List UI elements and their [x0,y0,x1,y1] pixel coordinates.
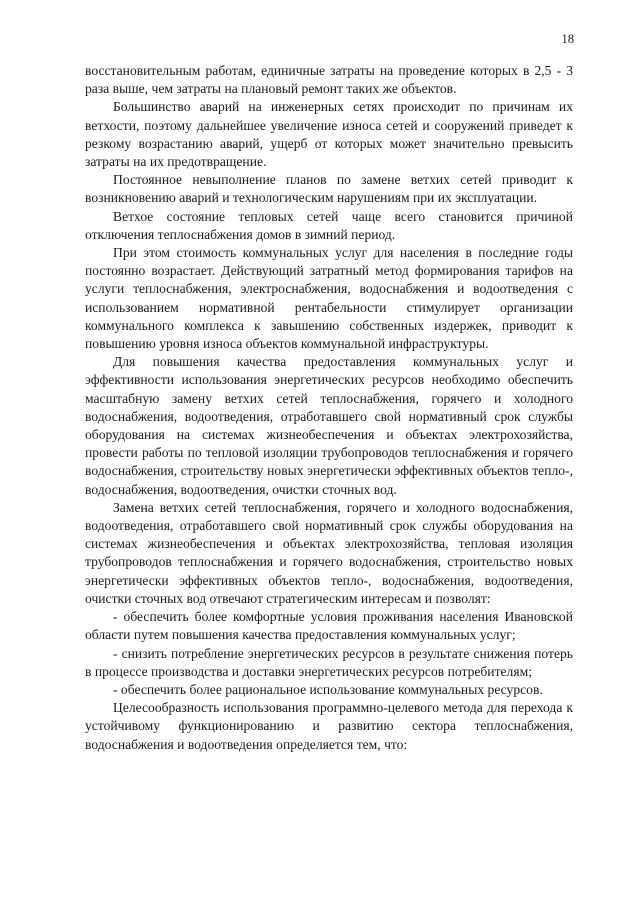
paragraph-continuation: восстановительным работам, единичные затраты на проведение которых в 2,5 - 3 раза выше, чем затраты на плановый ремонт таких же объектов. [85,63,573,97]
paragraph: Замена ветхих сетей теплоснабжения, горячего и холодного водоснабжения, водоотведения, отработавшего свой нормативный срок службы оборудования на системах жизнеобеспечения и объектах электрохозяйства, тепловая изоляция трубопроводов теплоснабжения и горячего водоснабжения, строительство новых энергетически эффективных объектов тепло-, водоснабжения, водоотведения, очистки сточных вод отвечают стратегическим интересам и позволят: [85,499,573,606]
list-item: - обеспечить более комфортные условия проживания населения Ивановской области путем повышения качества предоставления коммунальных услуг; [85,609,573,643]
paragraph: Постоянное невыполнение планов по замене ветхих сетей приводит к возникновению аварий и технологическим нарушениям при их эксплуатации. [85,172,573,206]
paragraph: Ветхое состояние тепловых сетей чаще всего становится причиной отключения теплоснабжения домов в зимний период. [85,208,573,242]
paragraph: Большинство аварий на инженерных сетях происходит по причинам их ветхости, поэтому дальнейшее увеличение износа сетей и сооружений приведет к резкому возрастанию аварий, ущерб от которых может значительно превысить затраты на их предотвращение. [85,99,573,170]
page-number: 18 [561,32,574,46]
body-text [85,62,573,754]
paragraph: Целесообразность использования программно-целевого метода для перехода к устойчивому функционированию и развитию сектора теплоснабжения, водоснабжения и водоотведения определяется тем, что: [85,700,573,752]
paragraph: Для повышения качества предоставления коммунальных услуг и эффективности использования энергетических ресурсов необходимо обеспечить масштабную замену ветхих сетей теплоснабжения, горячего и холодного водоснабжения, водоотведения, отработавшего свой нормативный срок службы оборудования на системах жизнеобеспечения и объектах электрохозяйства, провести работы по тепловой изоляции трубопроводов теплоснабжения и горячего водоснабжения, строительству новых энергетически эффективных объектов тепло-, водоснабжения, водоотведения, очистки сточных вод. [85,354,573,497]
paragraph: При этом стоимость коммунальных услуг для населения в последние годы постоянно возрастает. Действующий затратный метод формирования тарифов на услуги теплоснабжения, электроснабжения, водоснабжения и водоотведения с использованием нормативной рентабельности стимулирует организации коммунального комплекса к завышению собственных издержек, приводит к повышению уровня износа объектов коммунальной инфраструктуры. [85,245,573,352]
list-item: - обеспечить более рациональное использование коммунальных ресурсов. [113,681,543,697]
list-item: - снизить потребление энергетических ресурсов в результате снижения потерь в процессе производства и доставки энергетических ресурсов потребителям; [85,645,573,679]
